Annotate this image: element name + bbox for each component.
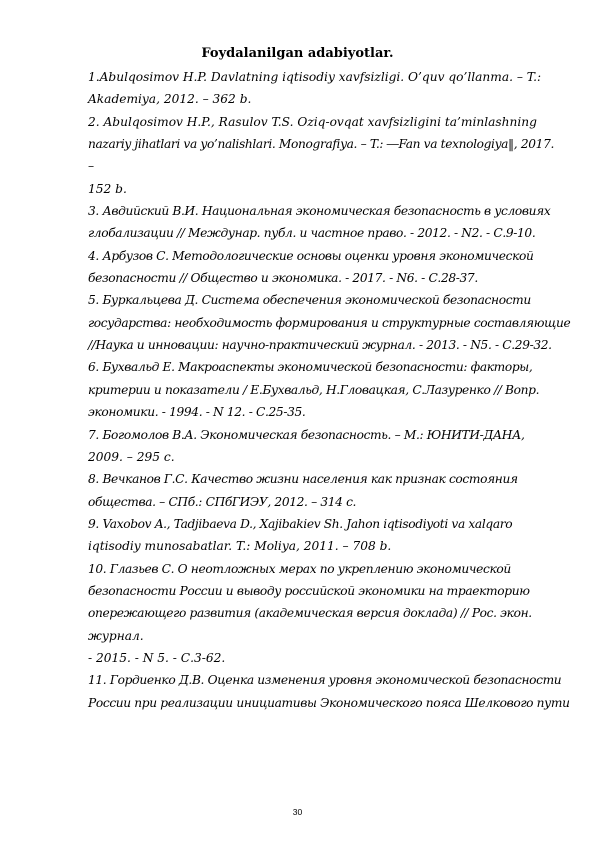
reference-line: 6. Бухвальд Е. Макроаспекты экономической безопасности: факторы, (88, 360, 533, 375)
page-number: 30 (292, 807, 303, 817)
reference-line: 1.Abulqosimov H.P. Davlatning iqtisodiy xavfsizligi. O’quv qo’llanma. – T.: (88, 70, 542, 84)
reference-line: Akademiya, 2012. – 362 b. (88, 92, 252, 107)
reference-line: 3. Авдийский В.И. Национальная экономическая безопасность в условиях (88, 204, 551, 219)
reference-line: 9. Vaxobov A., Tadjibaeva D., Xajibakiev Sh. Jahon iqtisodiyoti va xalqaro (88, 516, 513, 531)
reference-line: 2009. – 295 с. (88, 449, 175, 464)
reference-line: //Наука и инновации: научно-практический журнал. - 2013. - N5. - С.29-32. (88, 338, 552, 353)
reference-line: nazariy jihatlari va yo’nalishlari. Monografiya. – T.: ―Fan va texnologiya‖, 2017. (88, 137, 554, 152)
reference-line: 152 b. (88, 181, 127, 196)
reference-line: 10. Глазьев С. О неотложных мерах по укреплению экономической (88, 561, 511, 576)
reference-line: журнал. (88, 628, 144, 643)
reference-line: 2. Abulqosimov H.P., Rasulov T.S. Oziq-ovqat xavfsizligini ta’minlashning (88, 114, 537, 129)
reference-list (88, 66, 571, 714)
reference-line: 7. Богомолов В.А. Экономическая безопасность. – М.: ЮНИТИ-ДАНА, (88, 427, 525, 442)
bibliography-title: Foydalanilgan adabiyotlar. (201, 46, 394, 61)
reference-line: 11. Гордиенко Д.В. Оценка изменения уровня экономической безопасности (88, 673, 562, 688)
reference-line: – (88, 159, 95, 174)
reference-line: России при реализации инициативы Экономического пояса Шелкового пути (88, 695, 570, 710)
reference-line: безопасности // Общество и экономика. - 2017. - N6. - С.28-37. (88, 271, 478, 286)
reference-line: государства: необходимость формирования и структурные составляющие (88, 315, 571, 330)
reference-line: iqtisodiy munosabatlar. T.: Moliya, 2011. – 708 b. (88, 539, 392, 554)
reference-line: критерии и показатели / Е.Бухвальд, Н.Гловацкая, С.Лазуренко // Вопр. (88, 382, 540, 397)
reference-line: 5. Буркальцева Д. Система обеспечения экономической безопасности (88, 293, 531, 308)
reference-line: опережающего развития (академическая версия доклада) // Рос. экон. (88, 606, 532, 621)
reference-line: 8. Вечканов Г.С. Качество жизни населения как признак состояния (88, 472, 518, 487)
reference-line: общества. – СПб.: СПбГИЭУ, 2012. – 314 с. (88, 494, 357, 509)
reference-line: экономики. - 1994. - N 12. - С.25-35. (88, 405, 306, 420)
reference-line: глобализации // Междунар. публ. и частное право. - 2012. - N2. - С.9-10. (88, 226, 536, 241)
reference-line: - 2015. - N 5. - С.3-62. (88, 650, 226, 665)
reference-line: безопасности России и выводу российской экономики на траекторию (88, 583, 530, 598)
reference-line: 4. Арбузов С. Методологические основы оценки уровня экономической (88, 248, 534, 263)
